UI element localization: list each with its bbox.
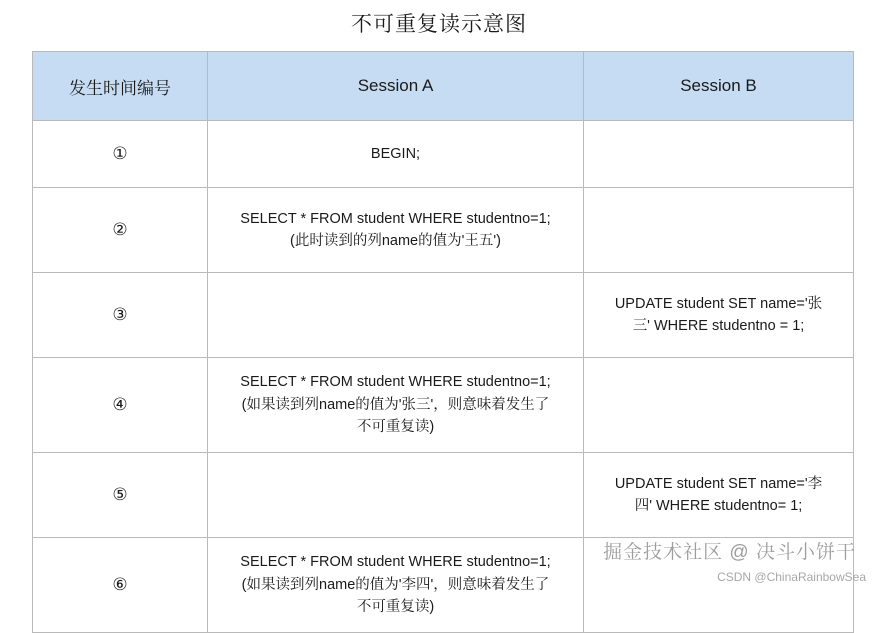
table-row bbox=[33, 538, 854, 633]
diagram-table-wrapper bbox=[32, 51, 846, 633]
session-b-cell bbox=[584, 188, 854, 273]
table-row bbox=[33, 358, 854, 453]
watermark-primary: 掘金技术社区 @ 决斗小饼干 bbox=[603, 542, 856, 563]
cell-line: SELECT * FROM student WHERE studentno=1; bbox=[240, 554, 551, 571]
row-id: ② bbox=[33, 188, 208, 273]
row-id: ④ bbox=[33, 358, 208, 453]
page-title: 不可重复读示意图 bbox=[351, 13, 527, 36]
cell-line: UPDATE student SET name='张 bbox=[614, 295, 823, 312]
column-header-session-a: Session A bbox=[208, 52, 584, 121]
session-b-cell bbox=[584, 538, 854, 633]
cell-line: SELECT * FROM student WHERE studentno=1; bbox=[240, 374, 551, 391]
session-b-cell bbox=[584, 358, 854, 453]
cell-line: BEGIN; bbox=[370, 145, 421, 162]
watermark-secondary: CSDN @ChinaRainbowSea bbox=[717, 570, 866, 584]
session-a-cell bbox=[208, 358, 584, 453]
table-body bbox=[33, 121, 854, 633]
cell-line: 三' WHERE studentno = 1; bbox=[632, 318, 805, 334]
cell-line: UPDATE student SET name='李 bbox=[614, 475, 823, 492]
session-a-cell bbox=[208, 538, 584, 633]
cell-line: (此时读到的列name的值为'王五') bbox=[290, 233, 501, 249]
session-b-cell bbox=[584, 121, 854, 188]
session-a-cell bbox=[208, 453, 584, 538]
table-row bbox=[33, 453, 854, 538]
session-a-cell bbox=[208, 273, 584, 358]
table-row bbox=[33, 273, 854, 358]
cell-line: (如果读到列name的值为'李四'，则意味着发生了 bbox=[241, 576, 550, 593]
column-header-time-id: 发生时间编号 bbox=[33, 52, 208, 121]
table-header bbox=[33, 52, 854, 121]
session-b-cell bbox=[584, 273, 854, 358]
cell-line: 不可重复读) bbox=[356, 419, 435, 436]
cell-line: 不可重复读) bbox=[356, 599, 435, 616]
table-row bbox=[33, 188, 854, 273]
table-row bbox=[33, 121, 854, 188]
session-a-cell bbox=[208, 188, 584, 273]
row-id: ③ bbox=[33, 273, 208, 358]
isolation-diagram-table bbox=[32, 51, 854, 633]
row-id: ⑥ bbox=[33, 538, 208, 633]
cell-line: 四' WHERE studentno= 1; bbox=[634, 498, 803, 514]
table-header-row bbox=[33, 52, 854, 121]
column-header-session-b: Session B bbox=[584, 52, 854, 121]
cell-line: SELECT * FROM student WHERE studentno=1; bbox=[240, 210, 551, 227]
cell-line: (如果读到列name的值为'张三'，则意味着发生了 bbox=[241, 396, 550, 413]
row-id: ① bbox=[33, 121, 208, 188]
session-b-cell bbox=[584, 453, 854, 538]
row-id: ⑤ bbox=[33, 453, 208, 538]
session-a-cell bbox=[208, 121, 584, 188]
